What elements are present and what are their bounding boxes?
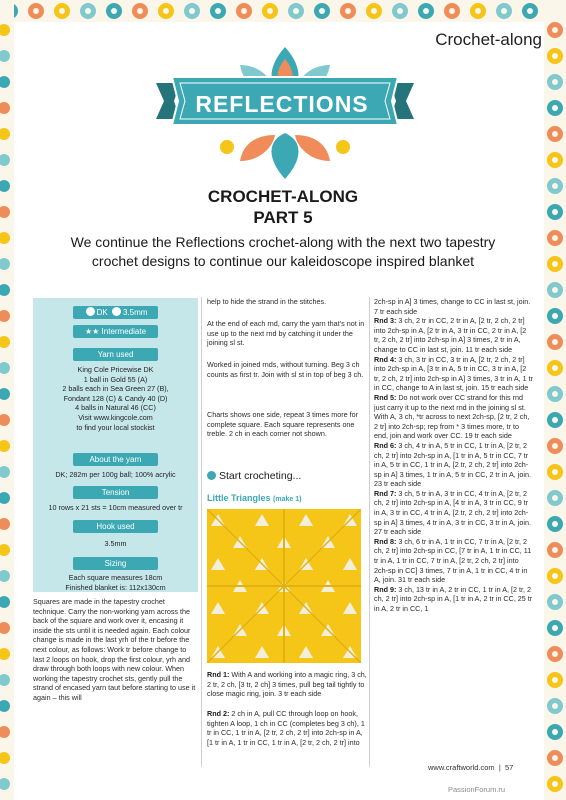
round-label: Rnd 3: bbox=[374, 316, 399, 326]
col2-paragraph: Worked in joined rnds, without turning. Beg 3 ch counts as first tr. Join with sl st in top of beg 3 ch. bbox=[207, 360, 364, 379]
about-yarn-text: DK; 282m per 100g ball; 100% acrylic bbox=[55, 470, 176, 479]
round-paragraph bbox=[374, 316, 534, 354]
page-number: 57 bbox=[504, 763, 514, 772]
round-label: Rnd 1: bbox=[207, 670, 230, 679]
round-label: Rnd 7: bbox=[374, 488, 399, 498]
yarn-line: 4 balls in Natural 46 (CC) bbox=[75, 403, 156, 413]
round-label: Rnd 6: bbox=[374, 440, 399, 450]
round-paragraph bbox=[374, 355, 534, 393]
pattern-heading bbox=[207, 493, 301, 503]
level-stars: ★★ bbox=[84, 327, 100, 336]
weight-hook-pill bbox=[73, 306, 158, 319]
round-label: Rnd 9: bbox=[374, 584, 399, 594]
tension-text: 10 rows x 21 sts = 10cm measured over tr bbox=[48, 503, 183, 512]
bullet-icon bbox=[207, 471, 216, 480]
hook-text: 3.5mm bbox=[104, 539, 127, 548]
section-label: Crochet-along bbox=[435, 30, 542, 49]
round-text: 3 ch, 3 tr in CC, 3 tr in A, [2 tr, 2 ch, 2 tr] into 2ch-sp in A, [3 tr in A, 5 tr in CC, 3 tr in A, [2 tr, 2 ch, 2 tr] into 2ch-sp in A] 3 times, 3 tr in A, 1 tr in CC, change to A in last st, join. 15 tr each side bbox=[374, 354, 533, 393]
round-paragraph bbox=[374, 441, 534, 489]
yarn-heading: Yarn used bbox=[73, 348, 158, 361]
rounds-continued bbox=[374, 297, 534, 614]
round-1 bbox=[207, 670, 367, 699]
yarn-list bbox=[41, 365, 190, 432]
logo-wordmark: REFLECTIONS bbox=[195, 91, 369, 117]
watermark: PassionForum.ru bbox=[448, 785, 506, 794]
about-yarn-heading: About the yarn bbox=[73, 453, 158, 466]
article-part: PART 5 bbox=[253, 208, 313, 227]
round-text: With A and working into a magic ring, 3 ch, 2 tr, 2 ch, [3 tr, 2 ch] 3 times, pull beg tail tightly to close magic ring, join. 3 tr each side bbox=[207, 670, 367, 699]
level-pill bbox=[73, 325, 158, 338]
round-text: 2 ch in A, pull CC through loop on hook, tighten A loop, 1 ch in CC (completes beg 3 ch), 1 tr in CC, 1 tr in A, [2 tr, 2 ch, 2 tr] into 2ch-sp in A, [1 tr in A, 1 tr in CC, 1 tr in A, [2 tr, 2 ch, 2 tr] into bbox=[207, 709, 365, 747]
round-text: 3 ch, 6 tr in A, 1 tr in CC, 7 tr in A, [2 tr, 2 ch, 2 tr] into 2ch-sp in CC, [7 tr in A, 1 tr in CC, 11 tr in A, 1 tr in CC, 7 tr in A, [2 tr, 2 ch, 2 tr] into 2ch-sp in CC] 3 times, 7 tr in A, 1 tr in CC, 4 tr in A, join. 31 tr each side bbox=[374, 536, 532, 585]
round-text: 2ch-sp in A] 3 times, change to CC in last st, join. 7 tr each side bbox=[374, 297, 531, 316]
round-label: Rnd 8: bbox=[374, 536, 399, 546]
yarn-line: 1 ball in Gold 55 (A) bbox=[83, 374, 148, 384]
hook-heading: Hook used bbox=[73, 520, 158, 533]
round-text: 3 ch, 5 tr in A, 3 tr in CC, 4 tr in A, [2 tr, 2 ch, 2 tr] into 2ch-sp in A, [4 tr in A, 3 tr in CC, 9 tr in A, 3 tr in CC, 4 tr in A, [2 tr, 2 ch, 2 tr] into 2ch-sp in A] 3 times, 4 tr in A, 3 tr in CC, 3 tr in A, join. 27 tr each side bbox=[374, 488, 531, 537]
site-url: www.craftworld.com bbox=[428, 763, 495, 772]
materials-panel bbox=[33, 298, 198, 592]
round-2 bbox=[207, 709, 367, 747]
sizing-line: Finished blanket is: 112x130cm bbox=[65, 582, 166, 592]
hook-label: 3.5mm bbox=[122, 308, 148, 317]
col2-paragraph: help to hide the strand in the stitches. bbox=[207, 297, 327, 306]
level-label: Intermediate bbox=[101, 327, 147, 336]
round-paragraph bbox=[374, 537, 534, 585]
mandala-border-left bbox=[0, 0, 14, 800]
yarn-line: King Cole Pricewise DK bbox=[77, 365, 154, 374]
mandala-border-top bbox=[0, 0, 566, 22]
yarn-line: Fondant 128 (C) & Candy 40 (D) bbox=[63, 393, 168, 403]
round-paragraph bbox=[374, 393, 534, 441]
round-label: Rnd 5: bbox=[374, 392, 399, 402]
yarn-line: to find your local stockist bbox=[76, 422, 155, 432]
column-divider bbox=[201, 297, 202, 767]
round-text: 3 ch, 4 tr in A, 5 tr in CC, 1 tr in A, [2 tr, 2 ch, 2 tr] into 2ch-sp in A, [1 tr in A, 5 tr in CC, 7 tr in A, 5 tr in CC, 1 tr in A, [2 tr, 2 ch, 2 tr] into 2ch-sp in A] 3 times, 1 tr in A, 5 tr in CC, 2 tr in A, join. 23 tr each side bbox=[374, 440, 531, 489]
round-label: Rnd 2: bbox=[207, 709, 230, 718]
round-paragraph bbox=[374, 585, 534, 614]
yarn-line: 2 balls each in Sea Green 27 (B), bbox=[62, 384, 169, 394]
col2-paragraph: Charts shows one side, repeat 3 times more for complete square. Each square represents one treble. 2 ch in each corner not shown. bbox=[207, 410, 359, 439]
round-text: 3 ch, 13 tr in A, 2 tr in CC, 1 tr in A, [2 tr, 2 ch, 2 tr] into 2ch-sp in A, [1 tr in A, 2 tr in CC, 25 tr in A, 2 tr in CC, 1 bbox=[374, 584, 533, 613]
pattern-name: Little Triangles bbox=[207, 493, 271, 503]
round-paragraph bbox=[374, 297, 534, 316]
little-triangles-swatch-image bbox=[207, 509, 361, 663]
tension-heading: Tension bbox=[73, 486, 158, 499]
col2-paragraph: At the end of each rnd, carry the yarn that’s not in use up to the next rnd by catching it under the joining sl st. bbox=[207, 319, 365, 348]
article-title: CROCHET-ALONG bbox=[207, 187, 359, 206]
sizing-text bbox=[41, 573, 190, 592]
technique-text: Squares are made in the tapestry crochet technique. Carry the non-working yarn across the back of the square and work over it, encasing it inside the sts until it is needed again. Each colour change is made in the last yrh of the tr before the next colour, as follows: Work tr before change to last 2 loops on hook, drop the first colour, yrh and draw through both loops with new colour. When working the tapestry crochet sts, gently pull the strand of encased yarn taut before starting to use it again – this will bbox=[33, 597, 196, 702]
yarn-ball-icon bbox=[86, 307, 95, 316]
intro-text: We continue the Reflections crochet-along with the next two tapestry crochet designs to continue our kaleidoscope inspired blanket bbox=[70, 234, 496, 269]
start-label: Start crocheting... bbox=[219, 470, 302, 482]
weight-label: DK bbox=[96, 308, 108, 317]
pattern-quantity: (make 1) bbox=[273, 496, 302, 503]
round-paragraph bbox=[374, 489, 534, 537]
hook-icon bbox=[112, 307, 121, 316]
round-label: Rnd 4: bbox=[374, 354, 399, 364]
round-text: Do not work over CC strand for this rnd just carry it up to the next rnd in the joining sl st. With A, 3 ch, *tr across to next 2ch-sp, [2 tr, 2 ch, 2 tr] into 2ch-sp; rep from * 3 times more, tr to end, join and work over CC. 19 tr each side bbox=[374, 392, 530, 441]
yarn-line: Visit www.kingcole.com bbox=[78, 412, 153, 422]
sizing-line: Each square measures 18cm bbox=[68, 573, 163, 582]
mandala-border-right bbox=[544, 0, 566, 800]
page-footer: www.craftworld.com | 57 bbox=[428, 763, 514, 772]
sizing-heading: Sizing bbox=[73, 557, 158, 570]
start-heading bbox=[207, 470, 301, 482]
column-divider bbox=[369, 297, 370, 767]
round-text: 3 ch, 2 tr in CC, 2 tr in A, [2 tr, 2 ch, 2 tr] into 2ch-sp in A, [2 tr in A, 3 tr in CC, 2 tr in A, [2 tr, 2 ch, 2 tr] into 2ch-sp in A] 3 times, 2 tr in A, change to CC in last st, join. 11 tr each side bbox=[374, 316, 527, 354]
